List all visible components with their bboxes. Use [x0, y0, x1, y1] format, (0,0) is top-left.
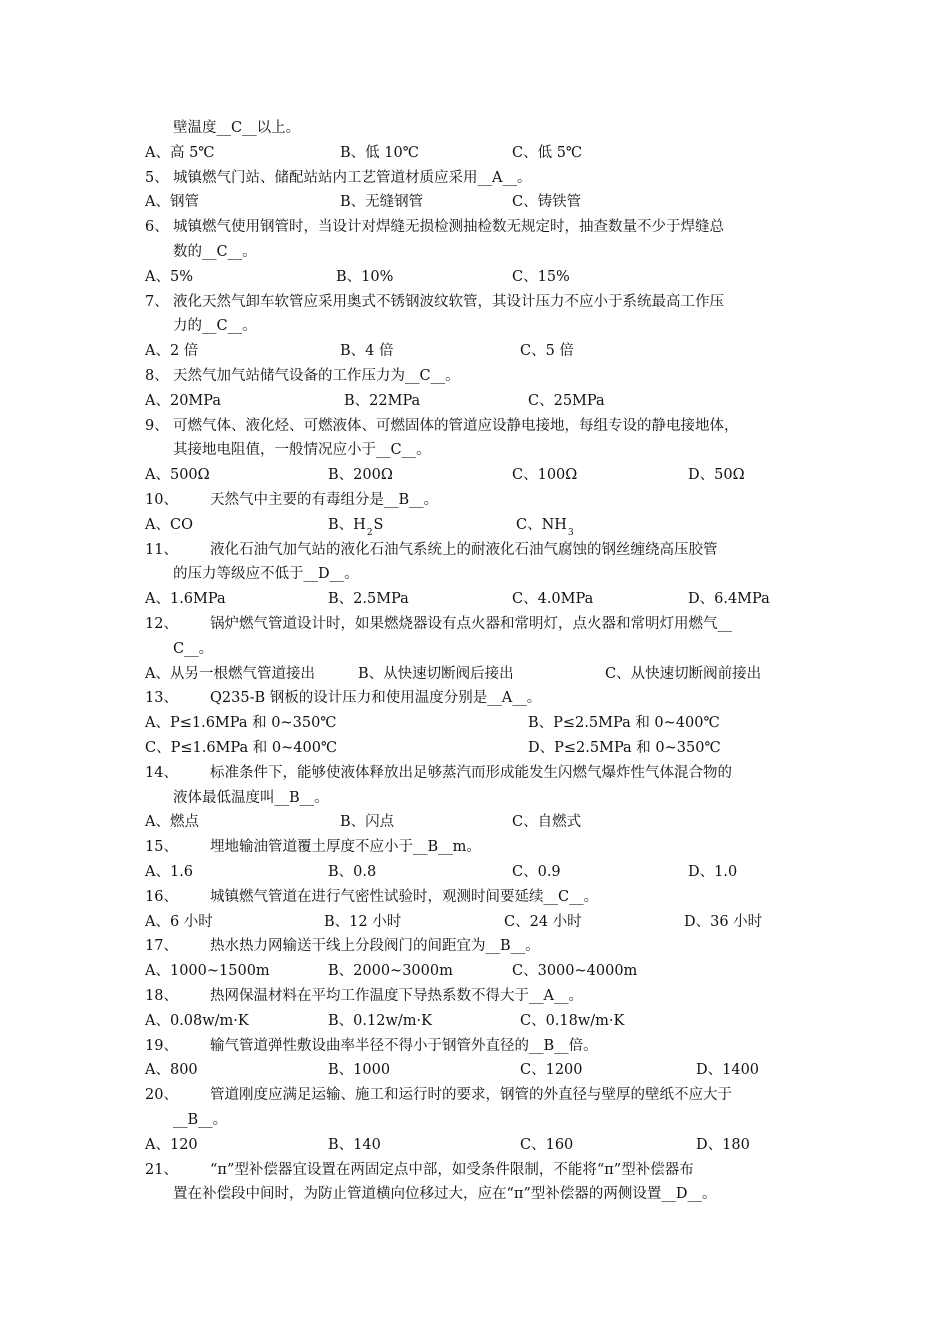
answer-option-text: C、24 小时 — [504, 913, 582, 930]
question-text: 锅炉燃气管道设计时，如果燃烧器设有点火器和常明灯，点火器和常明灯用燃气__ — [210, 616, 732, 632]
answer-option-text: D、180 — [696, 1136, 750, 1153]
question-text: 管道刚度应满足运输、施工和运行时的要求，钢管的外直径与壁厚的壁纸不应大于 — [210, 1087, 732, 1104]
answer-option — [328, 862, 376, 882]
question-number: 11、 — [145, 541, 178, 558]
answer-option — [512, 812, 581, 832]
answer-option-text: C、160 — [520, 1136, 574, 1153]
answer-option-text: B、4 倍 — [340, 343, 394, 360]
question-text-continued: C__。 — [173, 640, 214, 657]
answer-option-text: A、20MPa — [145, 392, 222, 409]
answer-option-text: C、1200 — [520, 1062, 583, 1079]
answer-option-text: D、1.0 — [688, 864, 738, 880]
answer-option — [340, 143, 419, 163]
answer-option — [512, 465, 577, 485]
answer-option — [520, 1060, 583, 1080]
answer-option — [684, 912, 762, 932]
answer-option — [336, 267, 393, 287]
answer-option — [696, 1060, 759, 1080]
answer-option — [504, 912, 582, 932]
answer-option-text: A、1.6MPa — [145, 591, 226, 608]
answer-option — [696, 1135, 750, 1155]
answer-option — [145, 664, 315, 684]
answer-option — [340, 341, 394, 361]
question-text: 壁温度__C__以上。 — [173, 120, 301, 136]
question-text: 埋地输油管道覆土厚度不应小于__B__m。 — [210, 839, 481, 856]
answer-option-text: C、4.0MPa — [512, 591, 594, 608]
answer-option — [512, 862, 561, 882]
question-text: “π”型补偿器宜设置在两固定点中部，如受条件限制，不能将“π”型补偿器布 — [210, 1161, 694, 1178]
question-text-continued: 置在补偿段中间时，为防止管道横向位移过大，应在“π”型补偿器的两侧设置__D__。 — [173, 1186, 717, 1203]
answer-option — [520, 1011, 624, 1031]
question-number: 14、 — [145, 764, 178, 781]
question-number: 12、 — [145, 616, 178, 632]
answer-option-text: A、1.6 — [145, 864, 194, 880]
answer-option-text: B、0.12w/m·K — [328, 1012, 432, 1029]
answer-option-text: B、2.5MPa — [328, 591, 409, 608]
question-text: 热水热力网输送干线上分段阀门的间距宜为__B__。 — [210, 938, 540, 955]
answer-option-text: A、钢管 — [145, 194, 199, 211]
question-number: 21、 — [145, 1161, 178, 1178]
answer-option-text: B、无缝钢管 — [340, 194, 424, 211]
answer-option-text: A、高 5℃ — [145, 144, 215, 161]
question-text: 城镇燃气管道在进行气密性试验时，观测时间要延续__C__。 — [210, 888, 599, 905]
question-text: 液化石油气加气站的液化石油气系统上的耐液化石油气腐蚀的钢丝缠绕高压胶管 — [210, 541, 718, 558]
question-number: 13、 — [145, 690, 178, 707]
answer-option — [145, 341, 198, 361]
question-number: 6、 — [145, 219, 169, 236]
subscript: 3 — [567, 527, 574, 538]
answer-option: A、P≤1.6MPa 和 0~350℃ — [145, 715, 337, 732]
answer-option — [688, 589, 770, 609]
answer-option — [145, 192, 199, 212]
answer-option — [520, 1135, 573, 1155]
answer-option-text: A、120 — [145, 1136, 198, 1153]
answer-option — [520, 341, 574, 361]
answer-option-text: D、50Ω — [688, 467, 745, 484]
answer-option-text: C、3000~4000m — [512, 963, 638, 980]
answer-option — [145, 1011, 249, 1031]
question-number: 18、 — [145, 988, 178, 1004]
question-text: 可燃气体、液化烃、可燃液体、可燃固体的管道应设静电接地，每组专设的静电接地体， — [173, 417, 739, 434]
question-number: 7、 — [145, 293, 169, 310]
question-text: 液化天然气卸车软管应采用奥式不锈钢波纹软管，其设计压力不应小于系统最高工作压 — [173, 293, 724, 310]
answer-option-text: C、低 5℃ — [512, 144, 583, 161]
answer-option — [512, 961, 637, 981]
answer-option — [145, 812, 199, 832]
answer-option — [145, 862, 193, 882]
answer-option-text: A、800 — [145, 1062, 198, 1079]
answer-option-text: C、从快速切断阀前接出 — [605, 665, 762, 682]
answer-option-text: B、低 10℃ — [340, 144, 419, 161]
answer-option-text: B、10% — [336, 268, 394, 285]
answer-option-text: D、6.4MPa — [688, 591, 770, 608]
answer-option — [328, 1011, 432, 1031]
answer-option-text: B、闪点 — [340, 814, 395, 831]
answer-option-text: C、25MPa — [528, 392, 605, 409]
answer-option — [605, 664, 761, 684]
answer-option — [145, 515, 193, 535]
question-number: 10、 — [145, 492, 178, 508]
answer-option — [512, 267, 570, 287]
answer-option — [145, 1060, 198, 1080]
question-text: 标准条件下，能够使液体释放出足够蒸汽而形成能发生闪燃气爆炸性气体混合物的 — [210, 764, 732, 781]
question-text: 天然气中主要的有毒组分是__B__。 — [210, 492, 439, 508]
answer-option-text: C、0.9 — [512, 864, 561, 880]
answer-option — [328, 465, 393, 485]
answer-option — [145, 912, 213, 932]
answer-option-text: B、200Ω — [328, 467, 393, 484]
answer-option — [324, 912, 401, 932]
answer-option: B、P≤2.5MPa 和 0~400℃ — [528, 715, 720, 732]
question-number: 17、 — [145, 938, 178, 955]
answer-option-text: A、5% — [145, 268, 193, 285]
answer-option-text: A、2 倍 — [145, 343, 199, 360]
answer-option-text: A、500Ω — [145, 467, 210, 484]
question-text: 城镇燃气使用钢管时，当设计对焊缝无损检测抽检数无规定时，抽查数量不少于焊缝总 — [173, 219, 724, 236]
answer-option-text: A、燃点 — [145, 814, 199, 831]
answer-option-text: C、100Ω — [512, 467, 578, 484]
answer-option-text: C、5 倍 — [520, 343, 574, 360]
answer-option-text: B、H — [328, 516, 366, 533]
answer-option: C、P≤1.6MPa 和 0~400℃ — [145, 740, 338, 756]
answer-option — [358, 664, 514, 684]
formula-tail: S — [373, 516, 384, 533]
answer-option — [328, 961, 453, 981]
answer-option-text: B、0.8 — [328, 864, 377, 880]
answer-option-text: C、自燃式 — [512, 814, 582, 831]
answer-option — [512, 143, 582, 163]
answer-option — [145, 1135, 198, 1155]
answer-option — [512, 589, 593, 609]
question-number: 5、 — [145, 169, 169, 186]
question-number: 16、 — [145, 888, 178, 905]
answer-option-text: C、0.18w/m·K — [520, 1012, 625, 1029]
answer-option-text: A、0.08w/m·K — [145, 1012, 249, 1029]
answer-option-text: A、从另一根燃气管道接出 — [145, 665, 315, 682]
question-number: 19、 — [145, 1037, 178, 1054]
answer-option-text: B、140 — [328, 1136, 381, 1153]
answer-option — [688, 862, 737, 882]
question-text-continued: 力的__C__。 — [173, 318, 257, 335]
answer-option-text: C、NH — [516, 516, 567, 533]
answer-option-text: A、6 小时 — [145, 913, 213, 930]
answer-option — [528, 391, 605, 411]
answer-option — [328, 515, 384, 538]
question-text-continued: 数的__C__。 — [173, 244, 257, 260]
answer-option — [328, 589, 409, 609]
answer-option — [688, 465, 745, 485]
answer-option — [145, 391, 221, 411]
answer-option — [512, 192, 581, 212]
answer-option-text: B、12 小时 — [324, 913, 402, 930]
question-number: 8、 — [145, 368, 169, 384]
question-text: 输气管道弹性敷设曲率半径不得小于钢管外直径的__B__倍。 — [210, 1037, 598, 1054]
answer-option — [516, 515, 575, 538]
question-text: 城镇燃气门站、储配站站内工艺管道材质应采用__A__。 — [173, 169, 532, 186]
question-text-continued: 的压力等级应不低于__D__。 — [173, 566, 359, 583]
answer-option — [340, 812, 394, 832]
answer-option-text: A、1000~1500m — [145, 963, 270, 980]
question-number: 9、 — [145, 417, 169, 434]
answer-option: D、P≤2.5MPa 和 0~350℃ — [528, 740, 721, 756]
question-text: 天然气加气站储气设备的工作压力为__C__。 — [173, 368, 460, 384]
answer-option-text: C、铸铁管 — [512, 194, 582, 211]
question-text-continued: 其接地电阻值，一般情况应小于__C__。 — [173, 442, 431, 459]
answer-option — [145, 143, 215, 163]
question-text: Q235-B 钢板的设计压力和使用温度分别是__A__。 — [210, 690, 542, 707]
answer-option — [145, 465, 210, 485]
answer-option-text: C、15% — [512, 268, 570, 285]
answer-option — [328, 1060, 390, 1080]
answer-option-text: A、CO — [145, 516, 193, 533]
question-text-continued: 液体最低温度叫__B__。 — [173, 789, 329, 806]
answer-option-text: B、1000 — [328, 1062, 391, 1079]
question-text-continued: __B__。 — [173, 1112, 228, 1128]
answer-option — [145, 267, 193, 287]
question-number: 15、 — [145, 839, 178, 856]
answer-option — [344, 391, 420, 411]
answer-option — [145, 961, 270, 981]
subscript: 2 — [366, 527, 373, 538]
answer-option — [145, 589, 226, 609]
answer-option — [328, 1135, 381, 1155]
answer-option — [340, 192, 423, 212]
answer-option-text: B、2000~3000m — [328, 963, 453, 980]
answer-option-text: B、从快速切断阀后接出 — [358, 665, 514, 682]
answer-option-text: D、36 小时 — [684, 913, 763, 930]
answer-option-text: B、22MPa — [344, 392, 421, 409]
question-text: 热网保温材料在平均工作温度下导热系数不得大于__A__。 — [210, 988, 583, 1004]
question-number: 20、 — [145, 1087, 178, 1104]
answer-option-text: D、1400 — [696, 1062, 760, 1079]
